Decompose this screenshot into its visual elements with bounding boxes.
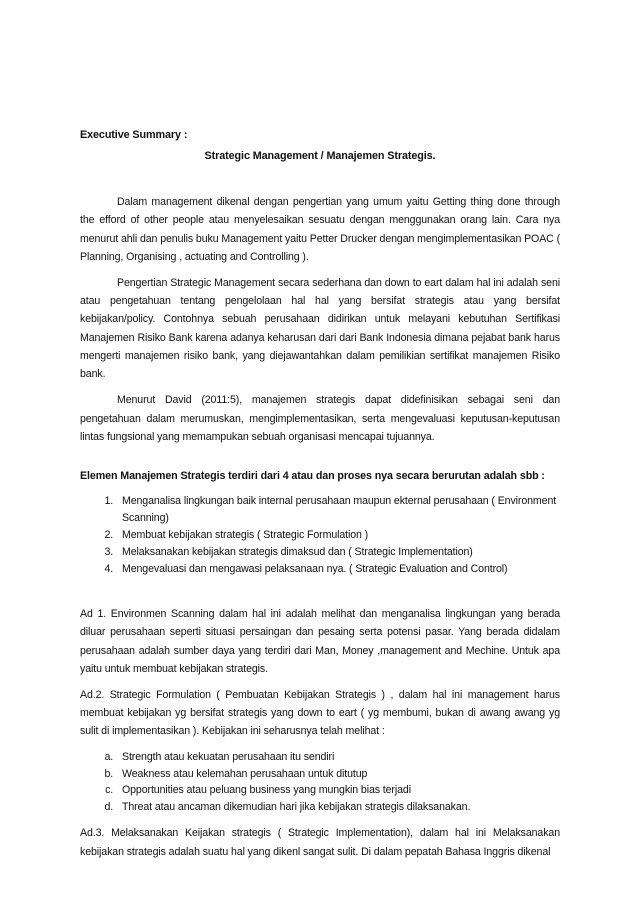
document-content <box>80 126 560 869</box>
page-title: Strategic Management / Manajemen Strategis. <box>204 149 436 162</box>
intro-paragraph-2: Pengertian Strategic Management secara sederhana dan down to eart dalam hal ini adalah seni atau pengetahuan tentang pengelolaan hal hal yang bersifat strategis atau yang bersifat kebijakan/policy. Contohnya sebuah perusahaan didirikan untuk melayani kebutuhan Sertifikasi Manajemen Risiko Bank karena adanya keharusan dari dari Bank Indonesia dimana pejabat bank harus mengerti manajemen risiko bank, yang diejawantahkan dalam pemilikian sertifikat manajemen Risiko bank. <box>80 277 560 381</box>
intro-paragraph-3: Menurut David (2011:5), manajemen strategis dapat didefinisikan sebagai seni dan pengetahuan dalam merumuskan, mengimplementasikan, serta mengevaluasi keputusan-keputusan lintas fungsional yang memampukan sebuah organisasi mencapai tujuannya. <box>80 394 560 443</box>
list-item: d. Threat atau ancaman dikemudian hari jika kebijakan strategis dilaksanakan. <box>116 799 560 816</box>
elements-heading: Elemen Manajemen Strategis terdiri dari 4 atau dan proses nya secara berurutan adalah sbb : <box>80 469 545 482</box>
list-item: b. Weakness atau kelemahan perusahaan untuk ditutup <box>116 766 560 783</box>
list-item: 3. Melaksanakan kebijakan strategis dimaksud dan ( Strategic Implementation) <box>116 544 560 561</box>
ad2-paragraph: Ad.2. Strategic Formulation ( Pembuatan Kebijakan Strategis ) , dalam hal ini management harus membuat kebijakan yg bersifat strategis yang down to eart ( yg membumi, bukan di awang awang yg sulit di implementasikan ). Kebijakan ini seharusnya telah melihat : <box>80 688 560 738</box>
intro-paragraph-1: Dalam management dikenal dengan pengertian yang umum yaitu Getting thing done through the efford of other people atau menyelesaikan sesuatu dengan menggunakan orang lain. Cara nya menurut ahli dan penulis buku Management yaitu Petter Drucker dengan mengimplementasikan POAC ( Planning, Organising , actuating and Controlling ). <box>80 196 560 263</box>
list-item: 2. Membuat kebijakan strategis ( Strategic Formulation ) <box>116 527 560 544</box>
list-item: 4. Mengevaluasi dan mengawasi pelaksanaan nya. ( Strategic Evaluation and Control) <box>116 561 560 578</box>
list-item: c. Opportunities atau peluang business yang mungkin bias terjadi <box>116 782 560 799</box>
swot-list <box>80 749 560 817</box>
list-item: a. Strength atau kekuatan perusahaan itu sendiri <box>116 749 560 766</box>
elements-list <box>80 493 560 578</box>
ad3-paragraph: Ad.3. Melaksanakan Keijakan strategis ( Strategic Implementation), dalam hal ini Melaksanakan kebijakan strategis adalah suatu hal yang dikenl sangat sulit. Di dalam pepatah Bahasa Inggris dikenal <box>80 827 560 858</box>
list-item: 1. Menganalisa lingkungan baik internal perusahaan maupun ekternal perusahaan ( Environment Scanning) <box>116 493 560 527</box>
executive-summary-label: Executive Summary : <box>80 129 188 141</box>
ad1-paragraph: Ad 1. Environmen Scanning dalam hal ini adalah melihat dan menganalisa lingkungan yang berada diluar perusahaan seperti situasi persaingan dan pesaing serta potensi pasar. Yang berada didalam perusahaan adalah sumber daya yang terdiri dari Man, Money ,management and Mechine. Untuk apa yaitu untuk membuat kebijakan strategis. <box>80 608 560 675</box>
